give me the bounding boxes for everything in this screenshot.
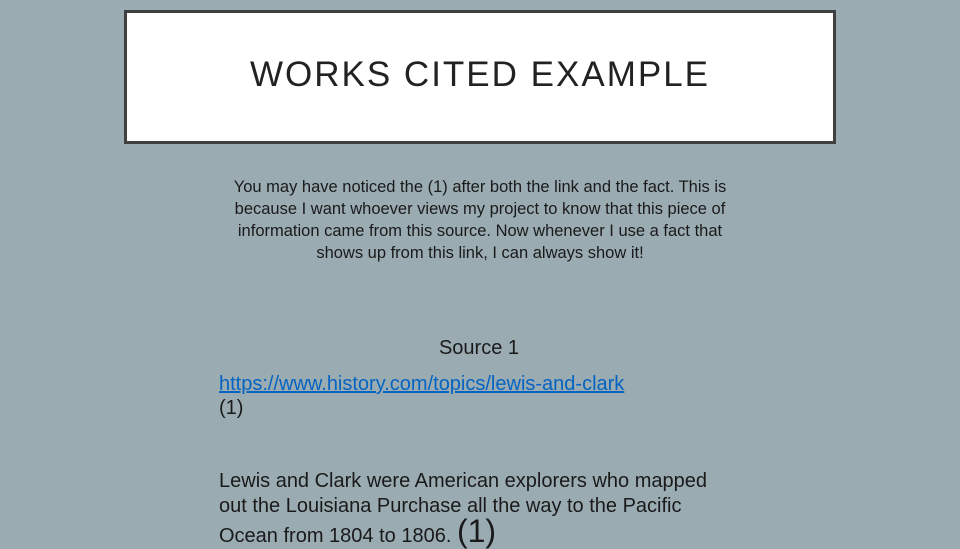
source-heading: Source 1	[438, 337, 520, 359]
source-link[interactable]: https://www.history.com/topics/lewis-and-clark	[219, 373, 625, 395]
fact-citation: (1)	[456, 513, 497, 549]
source-entry	[219, 372, 739, 420]
slide-title: WORKS CITED EXAMPLE	[249, 55, 711, 94]
source-citation: (1)	[219, 397, 244, 419]
fact-paragraph	[219, 469, 739, 549]
intro-paragraph: You may have noticed the (1) after both the link and the fact. This is because I want whoever views my project to know that this piece of information came from this source. Now whenever I use a fact that shows up from this link, I can always show it!	[233, 178, 727, 262]
fact-text: Lewis and Clark were American explorers who mapped out the Louisiana Purchase all the way to the Pacific Ocean from 1804 to 1806.	[219, 470, 708, 547]
title-box	[124, 10, 836, 144]
